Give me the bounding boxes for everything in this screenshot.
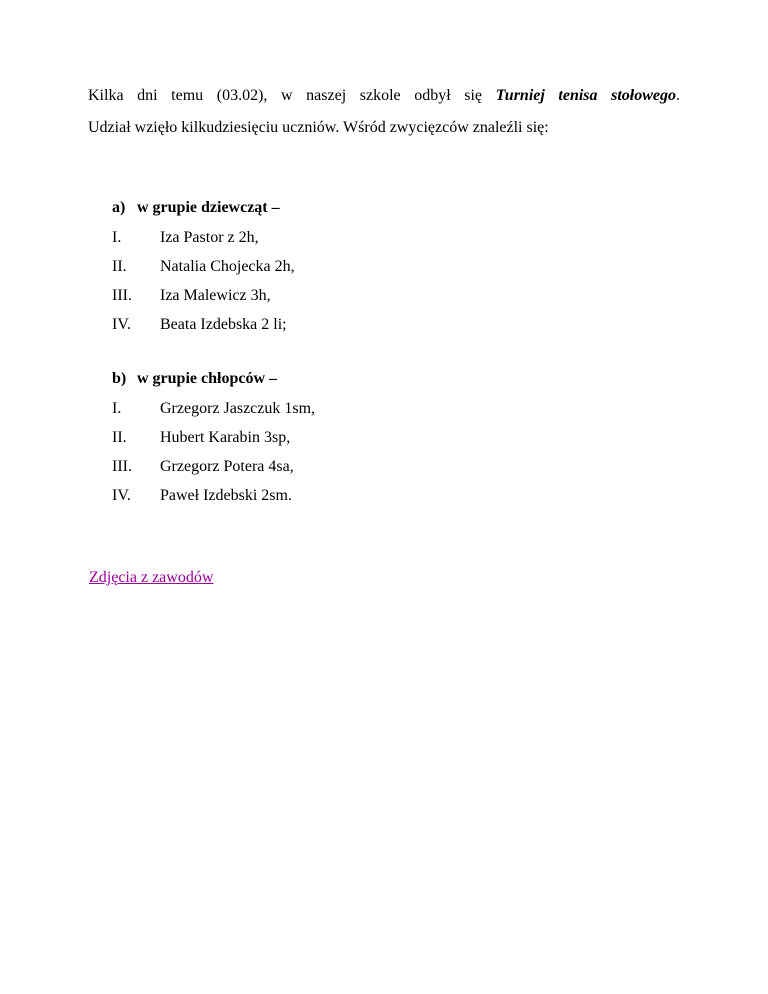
girls-place-4 <box>112 310 612 339</box>
girls-place-2 <box>112 252 612 281</box>
girls-place-3 <box>112 281 612 310</box>
winner-name: Paweł Izdebski 2sm. <box>160 487 292 504</box>
girls-place-1 <box>112 223 612 252</box>
place-number: I. <box>112 400 122 417</box>
place-number: II. <box>112 258 127 275</box>
place-number: III. <box>112 287 132 304</box>
winner-name: Iza Malewicz 3h, <box>160 287 271 304</box>
intro-paragraph <box>88 80 680 144</box>
girls-group-letter: a) <box>112 199 126 216</box>
boys-group-letter: b) <box>112 370 127 387</box>
winner-name: Grzegorz Jaszczuk 1sm, <box>160 400 316 417</box>
boys-place-2 <box>112 423 612 452</box>
intro-text-start: Kilka dni temu (03.02), w naszej szkole odbył się <box>88 87 496 104</box>
winner-name: Iza Pastor z 2h, <box>160 229 259 246</box>
boys-group-heading <box>112 367 612 391</box>
tournament-name-text: Turniej tenisa stołowego <box>495 87 676 104</box>
intro-text-end: . <box>676 87 680 104</box>
girls-group-heading <box>112 196 612 220</box>
intro-line-2: Udział wzięło kilkudziesięciu uczniów. Wśród zwycięzców znaleźli się: <box>88 119 549 136</box>
boys-group-title: w grupie chłopców – <box>137 370 277 387</box>
winner-name: Grzegorz Potera 4sa, <box>160 458 294 475</box>
place-number: IV. <box>112 487 131 504</box>
tournament-name <box>496 87 676 104</box>
place-number: IV. <box>112 316 131 333</box>
winner-name: Hubert Karabin 3sp, <box>160 429 291 446</box>
boys-place-4 <box>112 481 612 510</box>
photos-link[interactable]: Zdjęcia z zawodów <box>89 569 214 586</box>
winner-name: Natalia Chojecka 2h, <box>160 258 295 275</box>
place-number: I. <box>112 229 122 246</box>
girls-group-title: w grupie dziewcząt – <box>137 199 280 216</box>
boys-group <box>112 367 612 510</box>
boys-place-1 <box>112 394 612 423</box>
winner-name: Beata Izdebska 2 li; <box>160 316 287 333</box>
place-number: III. <box>112 458 132 475</box>
girls-group <box>112 196 612 339</box>
boys-place-3 <box>112 452 612 481</box>
intro-line-1 <box>88 80 680 112</box>
place-number: II. <box>112 429 127 446</box>
